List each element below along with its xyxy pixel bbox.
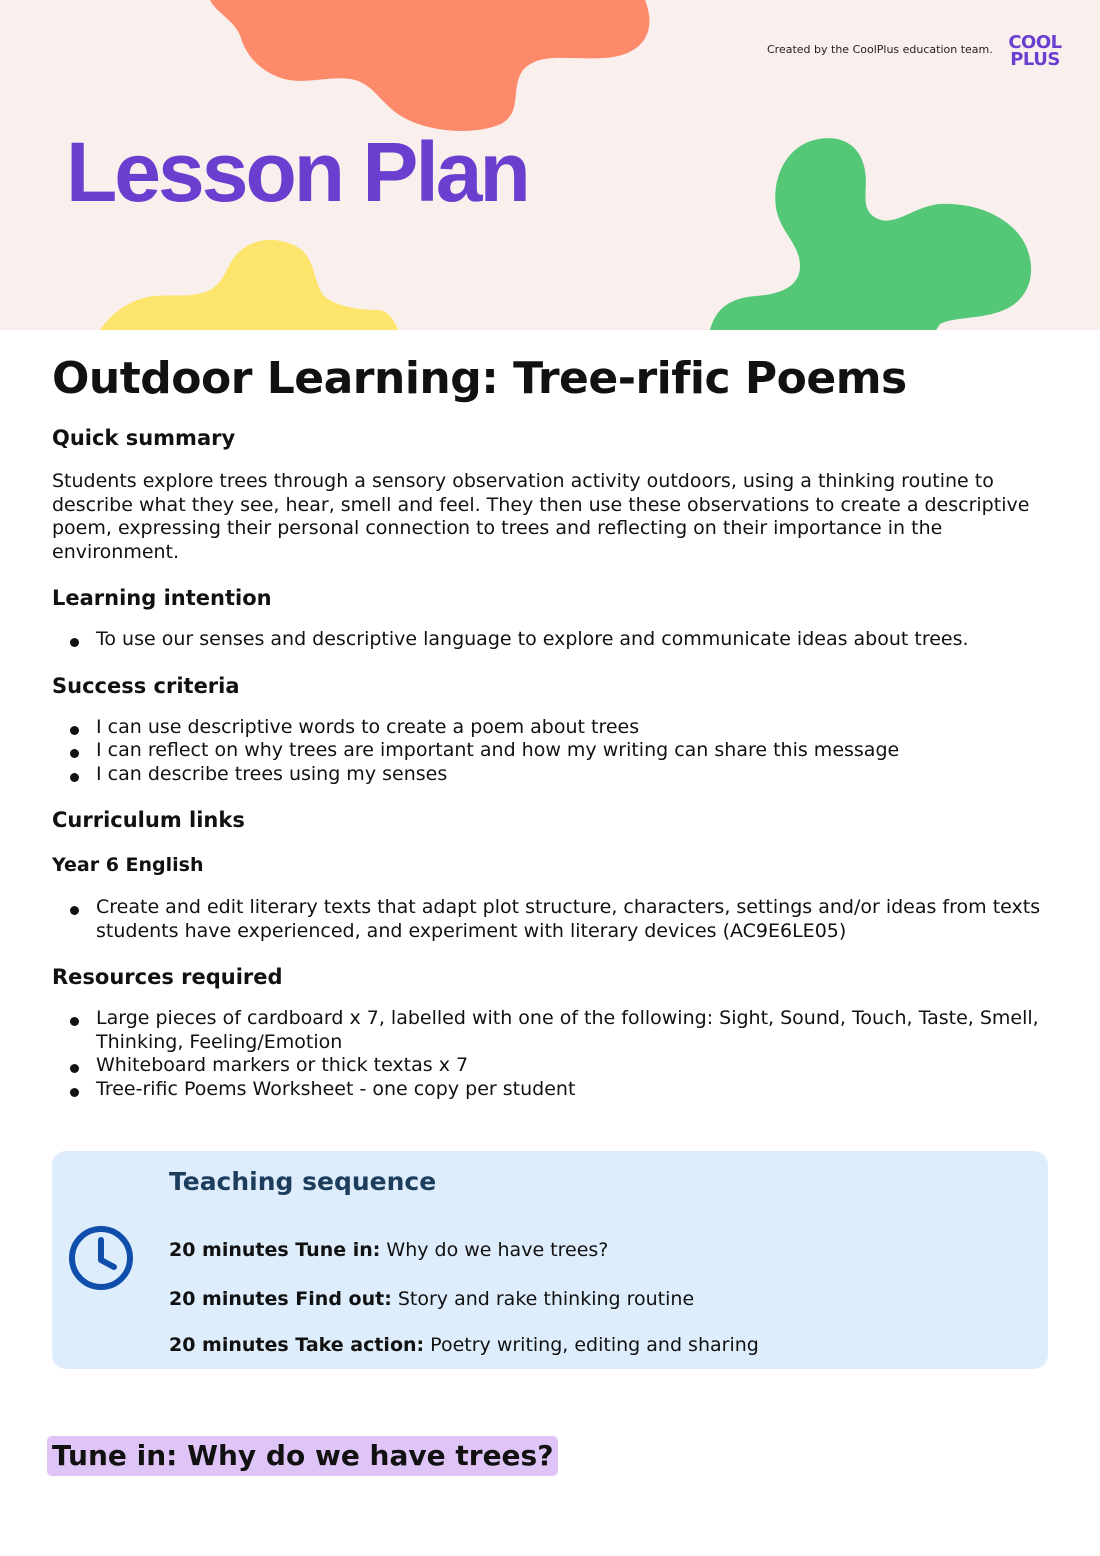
curriculum-list: [52, 896, 1048, 943]
logo-line-1: COOL: [1008, 32, 1062, 53]
hero-title: Lesson Plan: [66, 125, 528, 219]
coolplus-logo: [1003, 34, 1067, 68]
list-item: To use our senses and descriptive language to explore and communicate ideas about trees.: [96, 628, 1048, 652]
curriculum-subheading: Year 6 English: [52, 854, 204, 876]
sequence-item-text: Why do we have trees?: [380, 1239, 609, 1261]
sequence-item-text: Story and rake thinking routine: [391, 1288, 695, 1310]
sequence-title: Teaching sequence: [169, 1167, 437, 1196]
list-item: I can reflect on why trees are important and how my writing can share this message: [96, 739, 1048, 763]
intention-heading: Learning intention: [52, 586, 272, 610]
intention-list: [52, 628, 1048, 652]
logo-line-2: PLUS: [1010, 49, 1060, 70]
resources-heading: Resources required: [52, 965, 283, 989]
teaching-sequence-panel: [52, 1151, 1048, 1369]
curriculum-heading: Curriculum links: [52, 808, 245, 832]
list-item: Whiteboard markers or thick textas x 7: [96, 1054, 1048, 1078]
sequence-item-label: 20 minutes Find out:: [169, 1288, 392, 1310]
list-item: I can use descriptive words to create a poem about trees: [96, 716, 1048, 740]
credit-text: Created by the CoolPlus education team.: [767, 43, 993, 56]
sequence-item-tune-in: [169, 1237, 608, 1263]
resources-list: [52, 1007, 1048, 1101]
list-item: Create and edit literary texts that adapt plot structure, characters, settings and/or ideas from texts students have experienced, and experiment with literary devices (AC9E6LE05): [96, 896, 1048, 943]
page-title: Outdoor Learning: Tree-rific Poems: [52, 353, 907, 404]
clock-icon: [68, 1225, 134, 1291]
header-banner: [0, 0, 1100, 330]
summary-heading: Quick summary: [52, 426, 236, 450]
summary-text: Students explore trees through a sensory observation activity outdoors, using a thinking routine to describe what they see, hear, smell and feel. They then use these observations to create a descriptive poem, expressing their personal connection to trees and reflecting on their importance in the environment.: [52, 470, 1030, 563]
list-item: I can describe trees using my senses: [96, 763, 1048, 787]
list-item: Large pieces of cardboard x 7, labelled with one of the following: Sight, Sound, Touch, Taste, Smell, Thinking, Feeling/Emotion: [96, 1007, 1048, 1054]
tune-in-heading: Tune in: Why do we have trees?: [47, 1436, 558, 1476]
yellow-blob-decoration: [100, 236, 400, 330]
sequence-item-text: Poetry writing, editing and sharing: [424, 1334, 759, 1356]
sequence-item-label: 20 minutes Tune in:: [169, 1239, 381, 1261]
sequence-item-take-action: [169, 1332, 759, 1358]
coral-blob-decoration: [205, 0, 655, 135]
success-list: [52, 716, 1048, 787]
list-item: Tree-rific Poems Worksheet - one copy per student: [96, 1078, 1048, 1102]
lesson-content: [52, 350, 1048, 1101]
sequence-item-find-out: [169, 1286, 694, 1312]
success-heading: Success criteria: [52, 673, 240, 698]
green-blob-decoration: [708, 136, 1038, 330]
sequence-item-label: 20 minutes Take action:: [169, 1334, 425, 1356]
